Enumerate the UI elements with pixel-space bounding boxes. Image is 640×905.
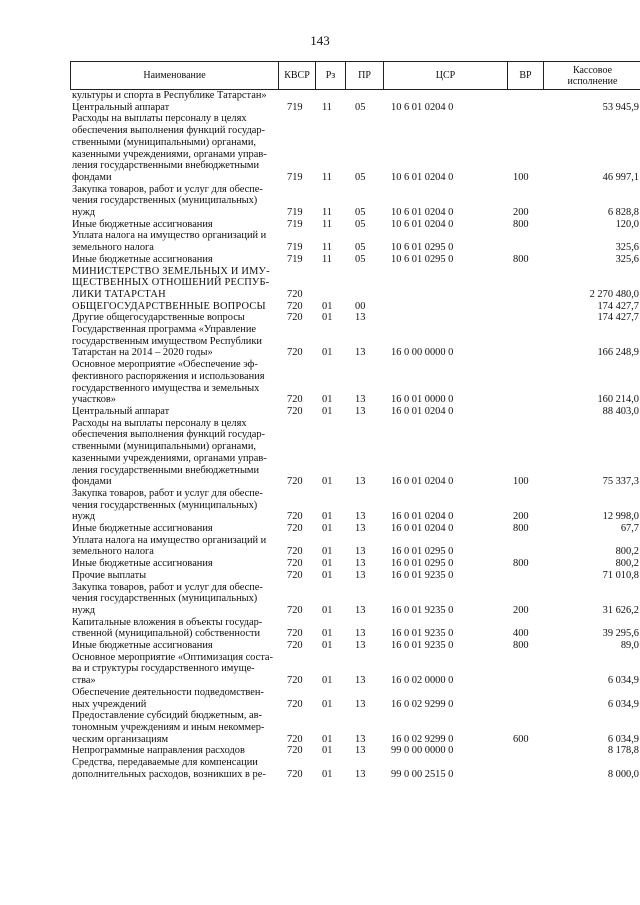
- row-vr: 600: [513, 733, 529, 745]
- row-rz: 01: [322, 347, 333, 359]
- table-row: [70, 617, 640, 640]
- row-vr: 400: [513, 628, 529, 640]
- row-sum: 53 945,9: [602, 101, 639, 113]
- row-csr: 10 6 01 0295 0: [391, 242, 454, 254]
- row-csr: 16 0 01 9235 0: [391, 628, 454, 640]
- row-name: [70, 757, 278, 780]
- row-kvsr: 720: [287, 698, 303, 710]
- row-csr: 16 0 01 0204 0: [391, 523, 454, 535]
- row-sum: 2 270 480,0: [589, 288, 639, 300]
- row-name-line: Иные бюджетные ассигнования: [72, 640, 213, 652]
- row-pr: 13: [355, 394, 366, 406]
- table-row: [70, 90, 640, 102]
- row-name-line: Непрограммные направления расходов: [72, 745, 245, 757]
- row-name-line: Расходы на выплаты персоналу в целях: [72, 113, 247, 125]
- row-kvsr: 720: [287, 604, 303, 616]
- row-pr: 13: [355, 604, 366, 616]
- table-row: [70, 582, 640, 617]
- row-sum: 89,0: [620, 640, 639, 652]
- row-sum: 325,6: [615, 253, 639, 265]
- row-name-line: Государственная программа «Управление: [72, 324, 256, 336]
- row-name-line: Центральный аппарат: [72, 101, 170, 113]
- row-name-line: Закупка товаров, работ и услуг для обеспе-: [72, 581, 263, 593]
- row-kvsr: 720: [287, 511, 303, 523]
- row-pr: 13: [355, 546, 366, 558]
- row-kvsr: 720: [287, 546, 303, 558]
- table-row: [70, 184, 640, 219]
- row-name-line: фондами: [72, 171, 112, 183]
- row-name-line: обеспечения выполнения функций государ-: [72, 429, 266, 441]
- row-name: [70, 687, 278, 710]
- row-name-line: ления государственными внебюджетными: [72, 160, 260, 172]
- row-pr: 13: [355, 640, 366, 652]
- row-vr: 200: [513, 604, 529, 616]
- row-name: [70, 90, 278, 102]
- row-kvsr: 720: [287, 558, 303, 570]
- header-sum: [544, 62, 640, 90]
- header-rz: Рз: [316, 62, 346, 90]
- row-sum: 46 997,1: [602, 171, 639, 183]
- row-csr: 16 0 01 0000 0: [391, 394, 454, 406]
- row-name-line: нужд: [72, 604, 96, 616]
- row-name-line: ЛИКИ ТАТАРСТАН: [72, 288, 166, 300]
- row-name-line: Прочие выплаты: [72, 569, 147, 581]
- table-row: [70, 324, 640, 359]
- row-pr: 13: [355, 558, 366, 570]
- row-name-line: Иные бюджетные ассигнования: [72, 558, 213, 570]
- row-kvsr: 720: [287, 394, 303, 406]
- row-pr: 13: [355, 523, 366, 535]
- row-vr: 800: [513, 523, 529, 535]
- row-name-line: казенными учреждениями, органами управ-: [72, 148, 267, 160]
- row-name-line: Основное мероприятие «Обеспечение эф-: [72, 359, 258, 371]
- row-name: [70, 266, 278, 301]
- row-rz: 01: [322, 745, 333, 757]
- row-name-line: ческим организациям: [72, 733, 169, 745]
- row-csr: 10 6 01 0204 0: [391, 101, 454, 113]
- row-csr: 16 0 02 9299 0: [391, 698, 454, 710]
- row-name: [70, 102, 278, 114]
- row-name-line: фондами: [72, 476, 112, 488]
- row-rz: 11: [322, 218, 333, 230]
- row-vr: 200: [513, 511, 529, 523]
- row-name: [70, 230, 278, 253]
- row-sum: 325,6: [615, 242, 639, 254]
- row-rz: 11: [322, 101, 333, 113]
- row-name-line: Закупка товаров, работ и услуг для обеспе-: [72, 487, 263, 499]
- row-csr: 16 0 01 0295 0: [391, 546, 454, 558]
- row-name-line: Обеспечение деятельности подведомствен-: [72, 686, 264, 698]
- row-rz: 01: [322, 558, 333, 570]
- table-row: [70, 710, 640, 745]
- row-sum: 6 034,9: [607, 675, 639, 687]
- row-rz: 11: [322, 253, 333, 265]
- table-row: [70, 406, 640, 418]
- row-sum: 31 626,2: [602, 604, 639, 616]
- row-pr: 05: [355, 218, 366, 230]
- row-sum: 166 248,9: [597, 347, 639, 359]
- row-name-line: Средства, передаваемые для компенсации: [72, 757, 258, 769]
- row-name: [70, 301, 278, 313]
- row-name-line: казенными учреждениями, органами управ-: [72, 452, 267, 464]
- row-name: [70, 359, 278, 406]
- table-row: [70, 558, 640, 570]
- row-kvsr: 720: [287, 288, 303, 300]
- row-rz: 01: [322, 698, 333, 710]
- row-rz: 01: [322, 628, 333, 640]
- row-name-line: Другие общегосударственные вопросы: [72, 312, 245, 324]
- row-name-line: фективного распоряжения и использования: [72, 370, 265, 382]
- row-name-line: государственным имуществом Республики: [72, 335, 262, 347]
- row-pr: 13: [355, 347, 366, 359]
- row-rz: 01: [322, 768, 333, 780]
- row-rz: 01: [322, 511, 333, 523]
- row-rz: 01: [322, 569, 333, 581]
- row-csr: 16 0 02 9299 0: [391, 733, 454, 745]
- row-vr: 100: [513, 171, 529, 183]
- table-row: [70, 312, 640, 324]
- header-vr: ВР: [508, 62, 544, 90]
- row-kvsr: 720: [287, 745, 303, 757]
- row-name: [70, 523, 278, 535]
- row-vr: 100: [513, 476, 529, 488]
- row-name: [70, 254, 278, 266]
- row-pr: 05: [355, 171, 366, 183]
- row-kvsr: 720: [287, 640, 303, 652]
- row-name-line: нужд: [72, 511, 96, 523]
- row-name: [70, 324, 278, 359]
- row-pr: 13: [355, 569, 366, 581]
- row-name: [70, 488, 278, 523]
- row-name-line: Капитальные вложения в объекты государ-: [72, 616, 263, 628]
- row-sum: 71 010,8: [602, 569, 639, 581]
- header-kvsr: КВСР: [279, 62, 316, 90]
- table-row: [70, 745, 640, 757]
- row-csr: 16 0 02 0000 0: [391, 675, 454, 687]
- table-row: [70, 640, 640, 652]
- row-name-line: земельного налога: [72, 242, 154, 254]
- row-sum: 39 295,6: [602, 628, 639, 640]
- row-rz: 01: [322, 733, 333, 745]
- table-row: [70, 570, 640, 582]
- row-name: [70, 652, 278, 687]
- row-pr: 05: [355, 207, 366, 219]
- row-pr: 13: [355, 675, 366, 687]
- row-csr: 16 0 01 9235 0: [391, 604, 454, 616]
- row-name-line: Центральный аппарат: [72, 405, 170, 417]
- row-sum: 800,2: [615, 558, 639, 570]
- row-kvsr: 720: [287, 628, 303, 640]
- row-name-line: Уплата налога на имущество организаций и: [72, 534, 267, 546]
- row-name-line: ных учреждений: [72, 698, 147, 710]
- row-name-line: ления государственными внебюджетными: [72, 464, 260, 476]
- row-name-line: ва и структуры государственного имуще-: [72, 663, 255, 675]
- row-rz: 11: [322, 242, 333, 254]
- row-rz: 01: [322, 523, 333, 535]
- table-row: [70, 418, 640, 488]
- row-pr: 00: [355, 300, 366, 312]
- table-row: [70, 230, 640, 253]
- header-sum-line1: Кассовое: [572, 64, 613, 76]
- table-row: [70, 301, 640, 313]
- row-kvsr: 720: [287, 405, 303, 417]
- row-name-line: Иные бюджетные ассигнования: [72, 218, 213, 230]
- row-name-line: Татарстан на 2014 – 2020 годы»: [72, 347, 213, 359]
- row-pr: 13: [355, 733, 366, 745]
- row-sum: 6 034,9: [607, 698, 639, 710]
- row-name-line: ственными (муниципальными) органами,: [72, 136, 257, 148]
- table-header: [70, 61, 640, 90]
- row-sum: 800,2: [615, 546, 639, 558]
- row-name-line: культуры и спорта в Республике Татарстан»: [72, 90, 267, 101]
- row-kvsr: 719: [287, 171, 303, 183]
- row-name: [70, 184, 278, 219]
- table-row: [70, 687, 640, 710]
- row-kvsr: 719: [287, 242, 303, 254]
- row-kvsr: 720: [287, 523, 303, 535]
- row-csr: 16 0 01 9235 0: [391, 569, 454, 581]
- row-sum: 8 000,0: [607, 768, 639, 780]
- row-name-line: МИНИСТЕРСТВО ЗЕМЕЛЬНЫХ И ИМУ-: [72, 265, 270, 277]
- row-csr: 16 0 01 0204 0: [391, 511, 454, 523]
- row-kvsr: 720: [287, 476, 303, 488]
- row-vr: 800: [513, 558, 529, 570]
- row-pr: 13: [355, 405, 366, 417]
- row-name-line: ственными (муниципальными) органами,: [72, 441, 257, 453]
- row-sum: 75 337,3: [602, 476, 639, 488]
- row-name-line: ства»: [72, 675, 96, 687]
- row-name-line: Уплата налога на имущество организаций и: [72, 230, 267, 242]
- row-name: [70, 570, 278, 582]
- row-rz: 01: [322, 476, 333, 488]
- row-name: [70, 558, 278, 570]
- row-name: [70, 617, 278, 640]
- row-name-line: Расходы на выплаты персоналу в целях: [72, 417, 247, 429]
- row-name-line: государственного имущества и земельных: [72, 382, 260, 394]
- row-csr: 10 6 01 0295 0: [391, 253, 454, 265]
- row-name-line: чения государственных (муниципальных): [72, 195, 258, 207]
- row-name: [70, 535, 278, 558]
- row-pr: 05: [355, 242, 366, 254]
- header-name: Наименование: [71, 62, 279, 90]
- row-kvsr: 719: [287, 253, 303, 265]
- table-row: [70, 523, 640, 535]
- row-name-line: Основное мероприятие «Оптимизация соста-: [72, 651, 273, 663]
- row-name: [70, 418, 278, 488]
- row-csr: 16 0 01 9235 0: [391, 640, 454, 652]
- row-name: [70, 582, 278, 617]
- row-pr: 13: [355, 312, 366, 324]
- row-pr: 05: [355, 101, 366, 113]
- row-csr: 10 6 01 0204 0: [391, 218, 454, 230]
- row-rz: 01: [322, 640, 333, 652]
- table-row: [70, 359, 640, 406]
- row-kvsr: 719: [287, 218, 303, 230]
- table-row: [70, 266, 640, 301]
- header-pr: ПР: [346, 62, 384, 90]
- row-csr: 99 0 00 2515 0: [391, 768, 454, 780]
- row-sum: 174 427,7: [597, 312, 639, 324]
- row-name: [70, 710, 278, 745]
- header-csr: ЦСР: [384, 62, 508, 90]
- row-kvsr: 720: [287, 733, 303, 745]
- row-kvsr: 720: [287, 347, 303, 359]
- row-rz: 01: [322, 675, 333, 687]
- row-rz: 01: [322, 312, 333, 324]
- row-csr: 16 0 01 0204 0: [391, 476, 454, 488]
- row-rz: 01: [322, 604, 333, 616]
- row-name-line: Предоставление субсидий бюджетным, ав-: [72, 710, 262, 722]
- table-row: [70, 254, 640, 266]
- table-row: [70, 219, 640, 231]
- table-row: [70, 535, 640, 558]
- row-name-line: участков»: [72, 394, 117, 406]
- table-body: [70, 90, 640, 780]
- row-sum: 6 034,9: [607, 733, 639, 745]
- row-pr: 13: [355, 698, 366, 710]
- row-pr: 05: [355, 253, 366, 265]
- row-name: [70, 312, 278, 324]
- row-csr: 16 0 01 0204 0: [391, 405, 454, 417]
- row-sum: 120,0: [615, 218, 639, 230]
- row-name: [70, 113, 278, 183]
- row-csr: 10 6 01 0204 0: [391, 207, 454, 219]
- row-name-line: чения государственных (муниципальных): [72, 499, 258, 511]
- row-name-line: ственной (муниципальной) собственности: [72, 628, 261, 640]
- row-vr: 800: [513, 253, 529, 265]
- row-name-line: Закупка товаров, работ и услуг для обеспе-: [72, 183, 263, 195]
- row-pr: 13: [355, 511, 366, 523]
- page-number: 143: [310, 33, 330, 48]
- row-rz: 01: [322, 300, 333, 312]
- row-rz: 01: [322, 394, 333, 406]
- row-name: [70, 640, 278, 652]
- table-row: [70, 652, 640, 687]
- row-kvsr: 720: [287, 300, 303, 312]
- row-name: [70, 745, 278, 757]
- row-name-line: нужд: [72, 207, 96, 219]
- row-rz: 11: [322, 207, 333, 219]
- row-rz: 11: [322, 171, 333, 183]
- row-name-line: дополнительных расходов, возникших в ре-: [72, 768, 266, 780]
- row-csr: 10 6 01 0204 0: [391, 171, 454, 183]
- row-csr: 16 0 00 0000 0: [391, 347, 454, 359]
- table-row: [70, 488, 640, 523]
- table-row: [70, 102, 640, 114]
- row-sum: 8 178,8: [607, 745, 639, 757]
- row-sum: 12 998,0: [602, 511, 639, 523]
- row-rz: 01: [322, 546, 333, 558]
- row-sum: 160 214,0: [597, 394, 639, 406]
- row-csr: 99 0 00 0000 0: [391, 745, 454, 757]
- row-name-line: ЩЕСТВЕННЫХ ОТНОШЕНИЙ РЕСПУБ-: [72, 277, 270, 289]
- row-sum: 67,7: [620, 523, 639, 535]
- row-name: [70, 219, 278, 231]
- row-kvsr: 720: [287, 312, 303, 324]
- table-row: [70, 757, 640, 780]
- row-pr: 13: [355, 628, 366, 640]
- row-name-line: Иные бюджетные ассигнования: [72, 523, 213, 535]
- row-vr: 800: [513, 218, 529, 230]
- row-name: [70, 406, 278, 418]
- row-sum: 174 427,7: [597, 300, 639, 312]
- row-name-line: чения государственных (муниципальных): [72, 593, 258, 605]
- row-name-line: земельного налога: [72, 546, 154, 558]
- row-kvsr: 719: [287, 207, 303, 219]
- row-pr: 13: [355, 476, 366, 488]
- row-vr: 200: [513, 207, 529, 219]
- row-name-line: обеспечения выполнения функций государ-: [72, 125, 266, 137]
- row-name-line: ОБЩЕГОСУДАРСТВЕННЫЕ ВОПРОСЫ: [72, 300, 266, 312]
- row-kvsr: 720: [287, 569, 303, 581]
- row-kvsr: 720: [287, 768, 303, 780]
- row-pr: 13: [355, 768, 366, 780]
- row-name-line: тономным учреждениям и иным некоммер-: [72, 721, 265, 733]
- row-sum: 88 403,0: [602, 405, 639, 417]
- row-rz: 01: [322, 405, 333, 417]
- row-kvsr: 720: [287, 675, 303, 687]
- table-row: [70, 113, 640, 183]
- row-csr: 16 0 01 0295 0: [391, 558, 454, 570]
- row-pr: 13: [355, 745, 366, 757]
- row-vr: 800: [513, 640, 529, 652]
- row-sum: 6 828,8: [607, 207, 639, 219]
- row-name-line: Иные бюджетные ассигнования: [72, 253, 213, 265]
- row-kvsr: 719: [287, 101, 303, 113]
- header-sum-line2: исполнение: [567, 75, 618, 87]
